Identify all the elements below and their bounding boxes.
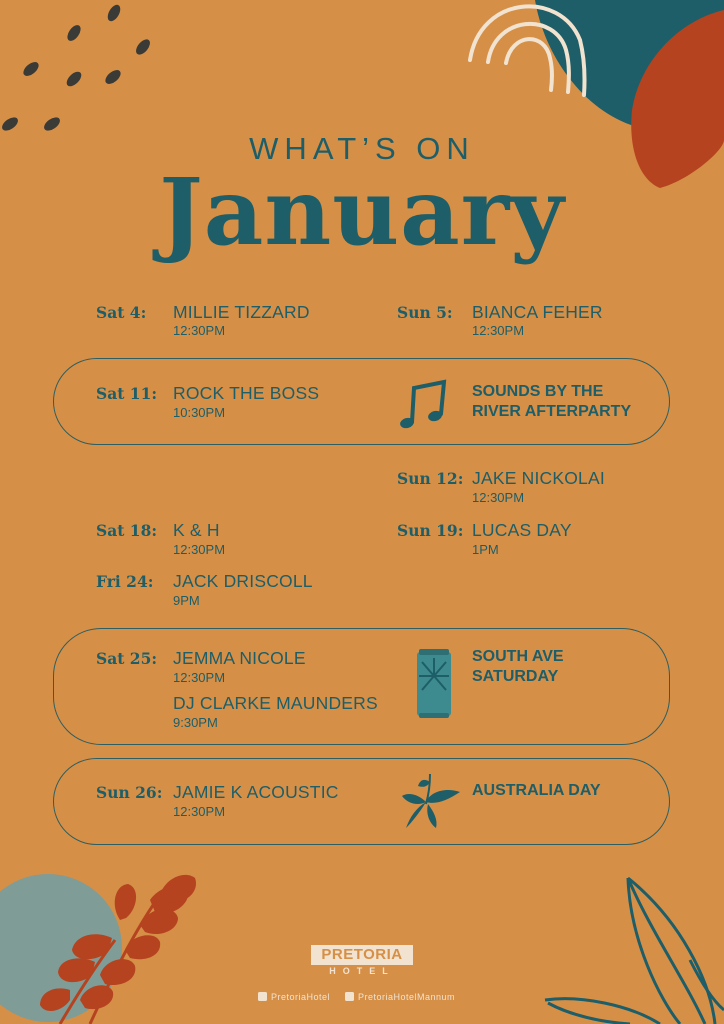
event-time: 12:30PM xyxy=(472,490,525,505)
event-time: 10:30PM xyxy=(173,405,226,420)
event-act: BIANCA FEHER xyxy=(472,302,603,322)
feature-line: SOUTH AVE xyxy=(472,648,564,665)
feature-line: SATURDAY xyxy=(472,668,559,685)
event-day: Sun 12: xyxy=(397,469,464,488)
grey-circle xyxy=(0,874,122,1022)
facebook-handle[interactable] xyxy=(258,990,330,1004)
event-act: JAMIE K ACOUSTIC xyxy=(173,782,339,802)
event-act: K & H xyxy=(173,520,220,540)
event-time: 9PM xyxy=(173,593,200,608)
event-time: 12:30PM xyxy=(173,670,226,685)
logo-name: PRETORIA xyxy=(311,945,413,965)
event-act: MILLIE TIZZARD xyxy=(173,302,310,322)
feature-line: SOUNDS BY THE xyxy=(472,383,604,400)
event-act: JEMMA NICOLE xyxy=(173,648,306,668)
event-act: LUCAS DAY xyxy=(472,520,572,540)
event-time: 12:30PM xyxy=(173,542,226,557)
event-time: 12:30PM xyxy=(472,323,525,338)
event-act: DJ CLARKE MAUNDERS xyxy=(173,693,378,713)
music-note-icon xyxy=(399,378,449,430)
event-day: Sat 18: xyxy=(96,521,158,540)
event-feature xyxy=(472,781,601,801)
event-day: Fri 24: xyxy=(96,572,154,591)
event-day: Sun 26: xyxy=(96,783,163,802)
instagram-handle[interactable] xyxy=(345,990,455,1004)
heading-month: January xyxy=(159,158,565,266)
event-time: 9:30PM xyxy=(173,715,218,730)
instagram-handle-text: PretoriaHotelMannum xyxy=(358,992,456,1002)
facebook-handle-text: PretoriaHotel xyxy=(271,992,331,1002)
event-time: 12:30PM xyxy=(173,804,226,819)
event-time: 12:30PM xyxy=(173,323,226,338)
instagram-icon xyxy=(345,992,354,1001)
event-act: JACK DRISCOLL xyxy=(173,571,313,591)
gum-leaves-icon xyxy=(400,772,462,830)
decorative-dots xyxy=(0,3,153,134)
rainbow-arcs xyxy=(470,6,585,95)
pretoria-hotel-logo xyxy=(311,945,413,977)
heading-whats-on: WHAT’S ON xyxy=(249,131,475,166)
beer-can-icon xyxy=(414,648,454,720)
event-act: ROCK THE BOSS xyxy=(173,383,320,403)
event-feature xyxy=(472,382,631,422)
teal-blob xyxy=(535,0,724,131)
event-feature xyxy=(472,647,564,687)
event-day: Sat 11: xyxy=(96,384,158,403)
outline-leaves xyxy=(545,878,724,1024)
event-day: Sun 5: xyxy=(397,303,453,322)
event-act: JAKE NICKOLAI xyxy=(472,468,605,488)
rust-flower-branch xyxy=(40,875,196,1024)
feature-line: RIVER AFTERPARTY xyxy=(472,403,632,420)
event-day: Sun 19: xyxy=(397,521,464,540)
event-highlight-pill xyxy=(53,628,670,745)
logo-sub: HOTEL xyxy=(329,966,395,976)
event-day: Sat 25: xyxy=(96,649,158,668)
feature-line: AUSTRALIA DAY xyxy=(472,782,601,799)
event-time: 1PM xyxy=(472,542,499,557)
facebook-icon xyxy=(258,992,267,1001)
event-day: Sat 4: xyxy=(96,303,147,322)
